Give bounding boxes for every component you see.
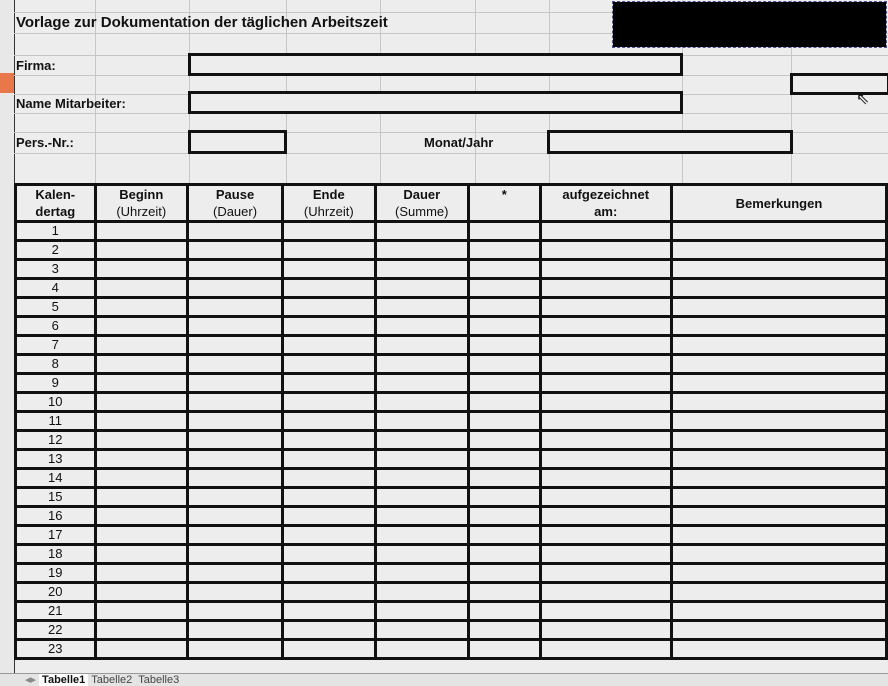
column-header	[16, 185, 96, 222]
entry-cell[interactable]	[95, 488, 187, 507]
table-row	[16, 450, 887, 469]
table-row	[16, 336, 887, 355]
entry-cell[interactable]	[187, 355, 282, 374]
entry-cell[interactable]	[187, 279, 282, 298]
entry-cell[interactable]	[540, 621, 671, 640]
day-cell[interactable]: 14	[16, 469, 96, 488]
entry-cell[interactable]	[283, 317, 375, 336]
monat-label: Monat/Jahr	[424, 135, 494, 150]
table-row	[16, 279, 887, 298]
entry-cell[interactable]	[95, 640, 187, 659]
entry-cell[interactable]	[469, 564, 541, 583]
entry-cell[interactable]	[283, 583, 375, 602]
header-sub: (Uhrzeit)	[116, 204, 167, 219]
header-sub: (Summe)	[395, 204, 449, 219]
table-row	[16, 317, 887, 336]
entry-cell[interactable]	[95, 279, 187, 298]
table-row	[16, 564, 887, 583]
header-sub: (Uhrzeit)	[303, 204, 354, 219]
entry-cell[interactable]	[283, 545, 375, 564]
table-row	[16, 412, 887, 431]
entry-cell[interactable]	[540, 469, 671, 488]
entry-cell[interactable]	[671, 222, 886, 241]
tab-nav-icon[interactable]: ◂▸	[25, 674, 37, 686]
name-input[interactable]	[188, 91, 683, 114]
column-header	[540, 185, 671, 222]
day-cell[interactable]: 23	[16, 640, 96, 659]
entry-cell[interactable]	[671, 469, 886, 488]
entry-cell[interactable]	[187, 241, 282, 260]
selected-cell[interactable]	[790, 73, 888, 95]
header-main: Dauer	[403, 187, 441, 202]
header-sub: am:	[594, 204, 618, 219]
entry-cell[interactable]	[469, 393, 541, 412]
entry-cell[interactable]	[95, 222, 187, 241]
entry-cell[interactable]	[540, 545, 671, 564]
cursor-icon: ⇖	[856, 91, 870, 108]
day-cell[interactable]: 3	[16, 260, 96, 279]
table-row	[16, 393, 887, 412]
table-row	[16, 469, 887, 488]
entry-cell[interactable]	[540, 431, 671, 450]
entry-cell[interactable]	[671, 241, 886, 260]
entry-cell[interactable]	[187, 298, 282, 317]
entry-cell[interactable]	[469, 526, 541, 545]
entry-cell[interactable]	[375, 621, 469, 640]
entry-cell[interactable]	[283, 298, 375, 317]
entry-cell[interactable]	[469, 412, 541, 431]
entry-cell[interactable]	[95, 431, 187, 450]
entry-cell[interactable]	[95, 374, 187, 393]
time-table	[14, 183, 888, 660]
selected-row-marker	[0, 73, 14, 93]
entry-cell[interactable]	[187, 336, 282, 355]
entry-cell[interactable]	[671, 507, 886, 526]
entry-cell[interactable]	[187, 583, 282, 602]
monat-input[interactable]	[547, 130, 793, 154]
entry-cell[interactable]	[671, 431, 886, 450]
day-cell[interactable]: 21	[16, 602, 96, 621]
day-cell[interactable]: 6	[16, 317, 96, 336]
entry-cell[interactable]	[187, 450, 282, 469]
day-cell[interactable]: 12	[16, 431, 96, 450]
entry-cell[interactable]	[187, 621, 282, 640]
entry-cell[interactable]	[95, 469, 187, 488]
entry-cell[interactable]	[95, 450, 187, 469]
page-title: Vorlage zur Dokumentation der täglichen Arbeitszeit	[16, 14, 388, 31]
entry-cell[interactable]	[187, 431, 282, 450]
table-row	[16, 488, 887, 507]
firma-label: Firma:	[16, 58, 56, 73]
entry-cell[interactable]	[671, 564, 886, 583]
entry-cell[interactable]	[540, 279, 671, 298]
entry-cell[interactable]	[671, 450, 886, 469]
entry-cell[interactable]	[187, 412, 282, 431]
entry-cell[interactable]	[375, 279, 469, 298]
entry-cell[interactable]	[375, 526, 469, 545]
name-label: Name Mitarbeiter:	[16, 96, 126, 111]
entry-cell[interactable]	[540, 317, 671, 336]
table-row	[16, 621, 887, 640]
table-row	[16, 545, 887, 564]
entry-cell[interactable]	[283, 374, 375, 393]
header-main: Beginn	[119, 187, 164, 202]
column-header	[95, 185, 187, 222]
column-header	[187, 185, 282, 222]
column-header	[671, 185, 886, 222]
entry-cell[interactable]	[671, 412, 886, 431]
entry-cell[interactable]	[375, 222, 469, 241]
header-main: Pause	[215, 187, 255, 202]
entry-cell[interactable]	[540, 564, 671, 583]
entry-cell[interactable]	[469, 545, 541, 564]
entry-cell[interactable]	[375, 260, 469, 279]
entry-cell[interactable]	[283, 260, 375, 279]
entry-cell[interactable]	[469, 317, 541, 336]
persnr-input[interactable]	[188, 130, 287, 154]
entry-cell[interactable]	[469, 355, 541, 374]
day-cell[interactable]: 18	[16, 545, 96, 564]
entry-cell[interactable]	[540, 640, 671, 659]
entry-cell[interactable]	[375, 393, 469, 412]
entry-cell[interactable]	[187, 260, 282, 279]
day-cell[interactable]: 19	[16, 564, 96, 583]
day-cell[interactable]: 16	[16, 507, 96, 526]
entry-cell[interactable]	[283, 450, 375, 469]
entry-cell[interactable]	[187, 469, 282, 488]
entry-cell[interactable]	[95, 298, 187, 317]
entry-cell[interactable]	[375, 241, 469, 260]
entry-cell[interactable]	[283, 393, 375, 412]
entry-cell[interactable]	[540, 355, 671, 374]
day-cell[interactable]: 22	[16, 621, 96, 640]
entry-cell[interactable]	[671, 393, 886, 412]
entry-cell[interactable]	[671, 602, 886, 621]
entry-cell[interactable]	[95, 241, 187, 260]
header-main: Kalen-	[35, 187, 76, 202]
entry-cell[interactable]	[671, 621, 886, 640]
entry-cell[interactable]	[540, 412, 671, 431]
entry-cell[interactable]	[187, 488, 282, 507]
entry-cell[interactable]	[375, 355, 469, 374]
day-cell[interactable]: 9	[16, 374, 96, 393]
entry-cell[interactable]	[375, 374, 469, 393]
entry-cell[interactable]	[283, 564, 375, 583]
entry-cell[interactable]	[469, 450, 541, 469]
entry-cell[interactable]	[469, 507, 541, 526]
day-cell[interactable]: 1	[16, 222, 96, 241]
entry-cell[interactable]	[540, 583, 671, 602]
entry-cell[interactable]	[375, 450, 469, 469]
entry-cell[interactable]	[375, 469, 469, 488]
entry-cell[interactable]	[540, 507, 671, 526]
day-cell[interactable]: 2	[16, 241, 96, 260]
day-cell[interactable]: 4	[16, 279, 96, 298]
redacted-image[interactable]	[613, 2, 886, 47]
entry-cell[interactable]	[469, 374, 541, 393]
entry-cell[interactable]	[187, 222, 282, 241]
entry-cell[interactable]	[95, 355, 187, 374]
header-main: Ende	[312, 187, 345, 202]
entry-cell[interactable]	[283, 241, 375, 260]
entry-cell[interactable]	[540, 298, 671, 317]
table-row	[16, 222, 887, 241]
day-cell[interactable]: 8	[16, 355, 96, 374]
entry-cell[interactable]	[469, 336, 541, 355]
entry-cell[interactable]	[469, 469, 541, 488]
entry-cell[interactable]	[469, 260, 541, 279]
header-sub: dertag	[35, 204, 76, 219]
entry-cell[interactable]	[95, 317, 187, 336]
tab-tabelle3[interactable]: Tabelle3	[138, 674, 180, 686]
entry-cell[interactable]	[283, 412, 375, 431]
day-cell[interactable]: 17	[16, 526, 96, 545]
entry-cell[interactable]	[283, 602, 375, 621]
header-main: Bemerkungen	[735, 195, 823, 211]
entry-cell[interactable]	[283, 640, 375, 659]
entry-cell[interactable]	[95, 507, 187, 526]
entry-cell[interactable]	[283, 222, 375, 241]
entry-cell[interactable]	[187, 526, 282, 545]
entry-cell[interactable]	[540, 241, 671, 260]
day-cell[interactable]: 7	[16, 336, 96, 355]
table-row	[16, 526, 887, 545]
entry-cell[interactable]	[469, 621, 541, 640]
table-row	[16, 583, 887, 602]
entry-cell[interactable]	[375, 507, 469, 526]
entry-cell[interactable]	[375, 583, 469, 602]
table-row	[16, 602, 887, 621]
entry-cell[interactable]	[540, 526, 671, 545]
entry-cell[interactable]	[283, 469, 375, 488]
entry-cell[interactable]	[187, 564, 282, 583]
entry-cell[interactable]	[283, 279, 375, 298]
entry-cell[interactable]	[469, 222, 541, 241]
entry-cell[interactable]	[540, 393, 671, 412]
header-main: *	[501, 187, 507, 202]
day-cell[interactable]: 5	[16, 298, 96, 317]
sheet-tab-bar	[0, 673, 888, 686]
entry-cell[interactable]	[469, 583, 541, 602]
entry-cell[interactable]	[283, 488, 375, 507]
entry-cell[interactable]	[540, 222, 671, 241]
day-cell[interactable]: 20	[16, 583, 96, 602]
tab-tabelle2[interactable]: Tabelle2	[91, 674, 133, 686]
entry-cell[interactable]	[375, 602, 469, 621]
column-header	[283, 185, 375, 222]
entry-cell[interactable]	[95, 393, 187, 412]
entry-cell[interactable]	[540, 488, 671, 507]
entry-cell[interactable]	[95, 526, 187, 545]
entry-cell[interactable]	[469, 298, 541, 317]
header-sub: (Dauer)	[212, 204, 258, 219]
entry-cell[interactable]	[95, 583, 187, 602]
entry-cell[interactable]	[375, 564, 469, 583]
entry-cell[interactable]	[95, 545, 187, 564]
entry-cell[interactable]	[95, 412, 187, 431]
entry-cell[interactable]	[375, 298, 469, 317]
entry-cell[interactable]	[671, 355, 886, 374]
entry-cell[interactable]	[375, 488, 469, 507]
entry-cell[interactable]	[375, 545, 469, 564]
table-row	[16, 260, 887, 279]
table-row	[16, 355, 887, 374]
entry-cell[interactable]	[95, 621, 187, 640]
entry-cell[interactable]	[283, 431, 375, 450]
day-cell[interactable]: 13	[16, 450, 96, 469]
entry-cell[interactable]	[95, 564, 187, 583]
entry-cell[interactable]	[671, 640, 886, 659]
firma-input[interactable]	[188, 53, 683, 76]
entry-cell[interactable]	[469, 640, 541, 659]
entry-cell[interactable]	[671, 374, 886, 393]
entry-cell[interactable]	[671, 298, 886, 317]
entry-cell[interactable]	[283, 507, 375, 526]
persnr-label: Pers.-Nr.:	[16, 135, 74, 150]
entry-cell[interactable]	[187, 374, 282, 393]
entry-cell[interactable]	[95, 260, 187, 279]
entry-cell[interactable]	[187, 602, 282, 621]
entry-cell[interactable]	[469, 241, 541, 260]
entry-cell[interactable]	[283, 355, 375, 374]
entry-cell[interactable]	[95, 602, 187, 621]
entry-cell[interactable]	[540, 374, 671, 393]
entry-cell[interactable]	[375, 431, 469, 450]
entry-cell[interactable]	[283, 336, 375, 355]
entry-cell[interactable]	[671, 545, 886, 564]
entry-cell[interactable]	[187, 317, 282, 336]
entry-cell[interactable]	[540, 260, 671, 279]
column-header	[469, 185, 541, 222]
entry-cell[interactable]	[187, 545, 282, 564]
entry-cell[interactable]	[671, 279, 886, 298]
header-main: aufgezeichnet	[562, 187, 650, 202]
entry-cell[interactable]	[469, 488, 541, 507]
entry-cell[interactable]	[469, 431, 541, 450]
entry-cell[interactable]	[375, 640, 469, 659]
entry-cell[interactable]	[95, 336, 187, 355]
day-cell[interactable]: 15	[16, 488, 96, 507]
entry-cell[interactable]	[671, 583, 886, 602]
entry-cell[interactable]	[187, 640, 282, 659]
entry-cell[interactable]	[671, 526, 886, 545]
entry-cell[interactable]	[671, 336, 886, 355]
entry-cell[interactable]	[283, 526, 375, 545]
tab-tabelle1[interactable]: Tabelle1	[39, 674, 88, 686]
entry-cell[interactable]	[540, 450, 671, 469]
entry-cell[interactable]	[187, 393, 282, 412]
table-row	[16, 640, 887, 659]
row-headers[interactable]	[0, 0, 15, 673]
table-row	[16, 431, 887, 450]
entry-cell[interactable]	[469, 602, 541, 621]
entry-cell[interactable]	[283, 621, 375, 640]
entry-cell[interactable]	[375, 336, 469, 355]
entry-cell[interactable]	[375, 412, 469, 431]
table-row	[16, 507, 887, 526]
entry-cell[interactable]	[671, 488, 886, 507]
day-cell[interactable]: 10	[16, 393, 96, 412]
entry-cell[interactable]	[540, 336, 671, 355]
entry-cell[interactable]	[540, 602, 671, 621]
entry-cell[interactable]	[469, 279, 541, 298]
column-header	[375, 185, 469, 222]
day-cell[interactable]: 11	[16, 412, 96, 431]
table-row	[16, 241, 887, 260]
entry-cell[interactable]	[671, 317, 886, 336]
entry-cell[interactable]	[375, 317, 469, 336]
table-row	[16, 298, 887, 317]
entry-cell[interactable]	[671, 260, 886, 279]
table-row	[16, 374, 887, 393]
entry-cell[interactable]	[187, 507, 282, 526]
